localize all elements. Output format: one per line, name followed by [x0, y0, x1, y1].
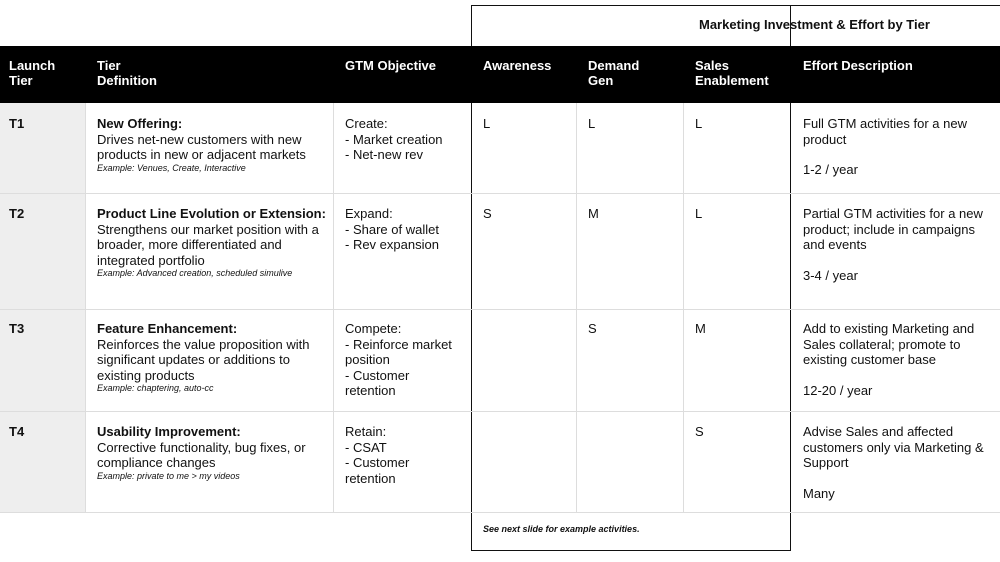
gtm-objective [345, 424, 409, 486]
objective-line: - Rev expansion [345, 237, 439, 252]
header-launch-tier-line2: Tier [9, 73, 33, 88]
tier-definition [97, 424, 329, 482]
tier-id: T4 [9, 424, 25, 439]
effort-line: product; include in campaigns [803, 221, 975, 237]
definition-title: Usability Improvement: [97, 424, 241, 439]
row-divider [0, 309, 1000, 310]
effort-line: customers only via Marketing & [803, 439, 984, 455]
definition-line: compliance changes [97, 455, 216, 470]
demand-gen-value: L [588, 116, 596, 131]
definition-example: Example: chaptering, auto-cc [97, 383, 214, 393]
header-demand-gen-line1: Demand [588, 58, 640, 73]
table-header [0, 46, 1000, 103]
effort-description [803, 116, 998, 178]
sales-enablement-value: M [695, 321, 706, 336]
effort-line: Add to existing Marketing and [803, 321, 975, 336]
header-launch-tier-line1: Launch [9, 58, 56, 73]
awareness-value: L [483, 116, 491, 131]
objective-line: Retain: [345, 424, 387, 439]
effort-frequency: Many [803, 485, 835, 501]
header-tier-definition-line2: Definition [97, 73, 157, 88]
definition-example: Example: Advanced creation, scheduled simulive [97, 268, 293, 278]
column-divider [576, 103, 577, 513]
header-sales-enablement-line1: Sales [695, 58, 729, 73]
demand-gen-value: M [588, 206, 599, 221]
effort-line: Sales collateral; promote to [803, 336, 961, 352]
column-divider [333, 103, 334, 513]
effort-line: Support [803, 455, 849, 470]
definition-line: Drives net-new customers with new [97, 131, 302, 147]
definition-line: broader, more differentiated and [97, 237, 282, 252]
header-demand-gen [588, 58, 639, 88]
effort-line: Full GTM activities for a new [803, 116, 967, 131]
definition-example: Example: private to me > my videos [97, 470, 240, 481]
header-awareness [483, 58, 551, 73]
effort-description [803, 321, 998, 398]
objective-line: - Share of wallet [345, 221, 439, 237]
gtm-objective [345, 206, 439, 253]
objective-line: Compete: [345, 321, 402, 336]
header-tier-definition [97, 58, 157, 88]
investment-frame-top [791, 5, 1000, 6]
effort-line: Partial GTM activities for a new [803, 206, 983, 221]
effort-frequency: 12-20 / year [803, 382, 873, 398]
header-launch-tier [9, 58, 55, 88]
effort-description [803, 424, 998, 501]
column-divider [683, 103, 684, 513]
tier-definition [97, 206, 329, 279]
header-effort-description [803, 58, 913, 73]
objective-line: position [345, 352, 390, 367]
row-divider [0, 411, 1000, 412]
header-sales-enablement [695, 58, 769, 88]
row-divider [0, 193, 1000, 194]
sales-enablement-value: L [695, 206, 703, 221]
row-divider [0, 512, 1000, 513]
definition-title: Product Line Evolution or Extension: [97, 206, 326, 221]
effort-frequency: 3-4 / year [803, 267, 858, 283]
tier-definition [97, 321, 329, 394]
gtm-objective [345, 321, 452, 399]
group-header: Marketing Investment & Effort by Tier [699, 17, 930, 32]
header-gtm-objective-line1: GTM Objective [345, 58, 437, 73]
objective-line: Expand: [345, 206, 393, 221]
footnote: See next slide for example activities. [483, 524, 640, 534]
objective-line: - Net-new rev [345, 147, 424, 162]
definition-line: Strengthens our market position with a [97, 221, 319, 237]
effort-line: Advise Sales and affected [803, 424, 954, 439]
header-awareness-line1: Awareness [483, 58, 552, 73]
tier-id: T1 [9, 116, 25, 131]
effort-line: product [803, 131, 847, 147]
objective-line: retention [345, 470, 396, 486]
definition-line: Corrective functionality, bug fixes, or [97, 439, 306, 455]
objective-line: - Customer [345, 367, 410, 383]
effort-line: existing customer base [803, 352, 936, 367]
sales-enablement-value: S [695, 424, 704, 439]
effort-frequency: 1-2 / year [803, 162, 858, 177]
objective-line: - CSAT [345, 439, 387, 455]
definition-line: significant updates or additions to [97, 352, 290, 367]
definition-line: products in new or adjacent markets [97, 147, 306, 162]
tier-id: T2 [9, 206, 25, 221]
header-sales-enablement-line2: Enablement [695, 73, 769, 88]
tier-id: T3 [9, 321, 25, 336]
tier-column-background [0, 103, 85, 513]
demand-gen-value: S [588, 321, 597, 336]
gtm-objective [345, 116, 443, 163]
header-demand-gen-line2: Gen [588, 73, 614, 88]
definition-example: Example: Venues, Create, Interactive [97, 162, 246, 173]
awareness-value: S [483, 206, 492, 221]
tier-definition [97, 116, 327, 174]
objective-line: - Market creation [345, 131, 443, 147]
definition-line: integrated portfolio [97, 252, 205, 268]
effort-description [803, 206, 998, 283]
objective-line: retention [345, 383, 396, 398]
objective-line: Create: [345, 116, 388, 131]
header-tier-definition-line1: Tier [97, 58, 121, 73]
header-effort-description-line1: Effort Description [803, 58, 913, 73]
header-gtm-objective [345, 58, 436, 73]
effort-line: and events [803, 237, 867, 252]
column-divider [85, 103, 86, 513]
definition-line: existing products [97, 367, 195, 383]
definition-title: Feature Enhancement: [97, 321, 238, 336]
definition-line: Reinforces the value proposition with [97, 336, 310, 352]
objective-line: - Customer [345, 455, 410, 470]
objective-line: - Reinforce market [345, 336, 452, 352]
sales-enablement-value: L [695, 116, 703, 131]
definition-title: New Offering: [97, 116, 183, 131]
